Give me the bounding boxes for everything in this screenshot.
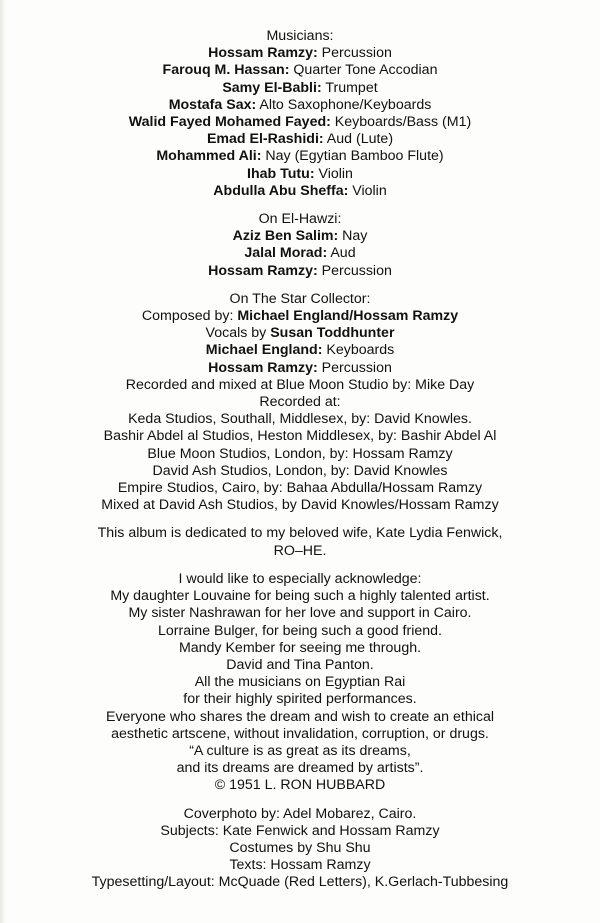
credit-line: [0, 394, 600, 411]
credit-text: This album is dedicated to my beloved wife, Kate Lydia Fenwick,: [97, 525, 503, 542]
credit-name: Michael England:: [205, 342, 323, 359]
credit-text: Coverphoto by: Adel Mobarez, Cairo.: [183, 805, 417, 822]
credit-text: Aud: [327, 245, 356, 262]
credit-line: [0, 743, 600, 760]
credit-text: Musicians:: [266, 28, 334, 44]
credit-line: [0, 857, 600, 874]
credit-name: Mostafa Sax:: [168, 96, 257, 113]
credit-line: [0, 623, 600, 640]
credit-text: Recorded and mixed at Blue Moon Studio by: Mike Day: [125, 376, 475, 393]
credit-text: Blue Moon Studios, London, by: Hossam Ramzy: [147, 445, 453, 462]
section-musicians: [0, 28, 600, 200]
credit-name: Hossam Ramzy:: [208, 359, 318, 376]
credit-line: [0, 114, 600, 131]
credit-text: Typesetting/Layout: McQuade (Red Letters), K.Gerlach-Tubbesing: [91, 874, 509, 891]
credit-name: Michael England/Hossam Ramzy: [237, 308, 459, 325]
credit-line: [0, 62, 600, 79]
credit-text: aesthetic artscene, without invalidation, corruption, or drugs.: [111, 725, 489, 742]
credit-text: Lorraine Bulger, for being such a good friend.: [158, 622, 442, 639]
credit-line: [0, 463, 600, 480]
credit-text: Costumes by Shu Shu: [229, 839, 371, 856]
credit-line: [0, 726, 600, 743]
credit-text: Bashir Abdel al Studios, Heston Middlesex, by: Bashir Abdel Al: [103, 428, 497, 445]
credit-name: Aziz Ben Salim:: [232, 228, 339, 245]
credit-line: [0, 291, 600, 308]
credit-name: Susan Toddhunter: [270, 325, 395, 342]
credit-line: [0, 657, 600, 674]
credit-line: [0, 543, 600, 560]
credit-text: © 1951 L. RON HUBBARD: [214, 777, 386, 794]
credit-line: [0, 840, 600, 857]
credit-line: [0, 360, 600, 377]
section-acknowledgements: [0, 571, 600, 795]
credit-line: [0, 148, 600, 165]
credit-name: Farouq M. Hassan:: [162, 62, 290, 79]
credit-text: and its dreams are dreamed by artists”.: [176, 760, 424, 777]
credit-text: Percussion: [317, 262, 392, 279]
credit-text: Nay: [338, 228, 368, 245]
credit-line: [0, 211, 600, 228]
credit-name: Jalal Morad:: [244, 245, 328, 262]
credit-text: Violin: [314, 165, 353, 182]
credit-line: [0, 605, 600, 622]
credit-line: [0, 874, 600, 891]
credit-name: Samy El-Babli:: [222, 79, 322, 96]
section-dedication: [0, 525, 600, 559]
credit-text: for their highly spirited performances.: [183, 691, 417, 708]
credit-text: “A culture is as great as its dreams,: [189, 742, 411, 759]
section-el-hawzi: [0, 211, 600, 280]
credit-line: [0, 709, 600, 726]
credit-text: Recorded at:: [259, 394, 341, 411]
liner-notes-content: [0, 28, 600, 892]
credit-text: David and Tina Panton.: [226, 656, 374, 673]
credit-name: Ihab Tutu:: [247, 165, 315, 182]
credit-text: Keyboards: [322, 342, 395, 359]
credit-line: [0, 263, 600, 280]
credit-text: Everyone who shares the dream and wish to create an ethical: [105, 708, 494, 725]
credit-text: Mixed at David Ash Studios, by David Knowles/Hossam Ramzy: [101, 497, 499, 514]
credit-line: [0, 446, 600, 463]
credit-prefix: Composed by:: [141, 308, 238, 325]
credit-text: On El-Hawzi:: [258, 211, 342, 228]
credit-text: Alto Saxophone/Keyboards: [256, 96, 432, 113]
credit-line: [0, 823, 600, 840]
credit-text: RO–HE.: [273, 542, 327, 559]
credit-text: Aud (Lute): [323, 131, 394, 148]
page-edge-shadow: [0, 0, 6, 923]
credit-line: [0, 325, 600, 342]
credit-line: [0, 525, 600, 542]
credit-text: I would like to especially acknowledge:: [178, 570, 422, 587]
credit-name: Mohammed Ali:: [156, 148, 262, 165]
credit-text: Keda Studios, Southall, Middlesex, by: David Knowles.: [128, 411, 472, 428]
credit-line: [0, 377, 600, 394]
section-credits: [0, 806, 600, 892]
credit-line: [0, 480, 600, 497]
credit-line: [0, 640, 600, 657]
credit-line: [0, 166, 600, 183]
credit-text: Quarter Tone Accodian: [289, 62, 438, 79]
credit-line: [0, 497, 600, 514]
credit-line: [0, 97, 600, 114]
credit-line: [0, 674, 600, 691]
credit-line: [0, 308, 600, 325]
credit-line: [0, 760, 600, 777]
credit-text: Mandy Kember for seeing me through.: [178, 639, 422, 656]
credit-text: Texts: Hossam Ramzy: [229, 857, 371, 874]
credit-text: David Ash Studios, London, by: David Knowles: [152, 462, 448, 479]
credit-line: [0, 228, 600, 245]
credit-line: [0, 342, 600, 359]
credit-text: Percussion: [317, 45, 392, 62]
credit-text: Empire Studios, Cairo, by: Bahaa Abdulla/Hossam Ramzy: [117, 480, 483, 497]
credit-line: [0, 806, 600, 823]
credit-line: [0, 245, 600, 262]
credit-name: Walid Fayed Mohamed Fayed:: [128, 114, 331, 131]
credit-text: Keyboards/Bass (M1): [330, 114, 472, 131]
credit-text: My sister Nashrawan for her love and support in Cairo.: [128, 605, 472, 622]
credit-line: [0, 691, 600, 708]
credit-line: [0, 777, 600, 794]
credit-line: [0, 588, 600, 605]
section-star-collector: [0, 291, 600, 515]
credit-text: Violin: [348, 182, 387, 199]
credit-line: [0, 45, 600, 62]
credit-line: [0, 571, 600, 588]
credit-line: [0, 428, 600, 445]
credit-prefix: Vocals by: [205, 325, 271, 342]
credit-line: [0, 80, 600, 97]
credit-text: All the musicians on Egyptian Rai: [194, 674, 406, 691]
credit-line: [0, 411, 600, 428]
credit-name: Hossam Ramzy:: [208, 45, 318, 62]
credit-line: [0, 28, 600, 45]
credit-text: Trumpet: [321, 79, 378, 96]
credit-line: [0, 131, 600, 148]
credit-text: On The Star Collector:: [229, 290, 371, 307]
credit-text: Nay (Egytian Bamboo Flute): [261, 148, 444, 165]
credit-text: Subjects: Kate Fenwick and Hossam Ramzy: [160, 822, 440, 839]
credit-name: Emad El-Rashidi:: [206, 131, 324, 148]
credit-text: Percussion: [317, 359, 392, 376]
credit-name: Abdulla Abu Sheffa:: [213, 182, 349, 199]
credit-text: My daughter Louvaine for being such a highly talented artist.: [110, 588, 490, 605]
credit-line: [0, 183, 600, 200]
credit-name: Hossam Ramzy:: [208, 262, 318, 279]
